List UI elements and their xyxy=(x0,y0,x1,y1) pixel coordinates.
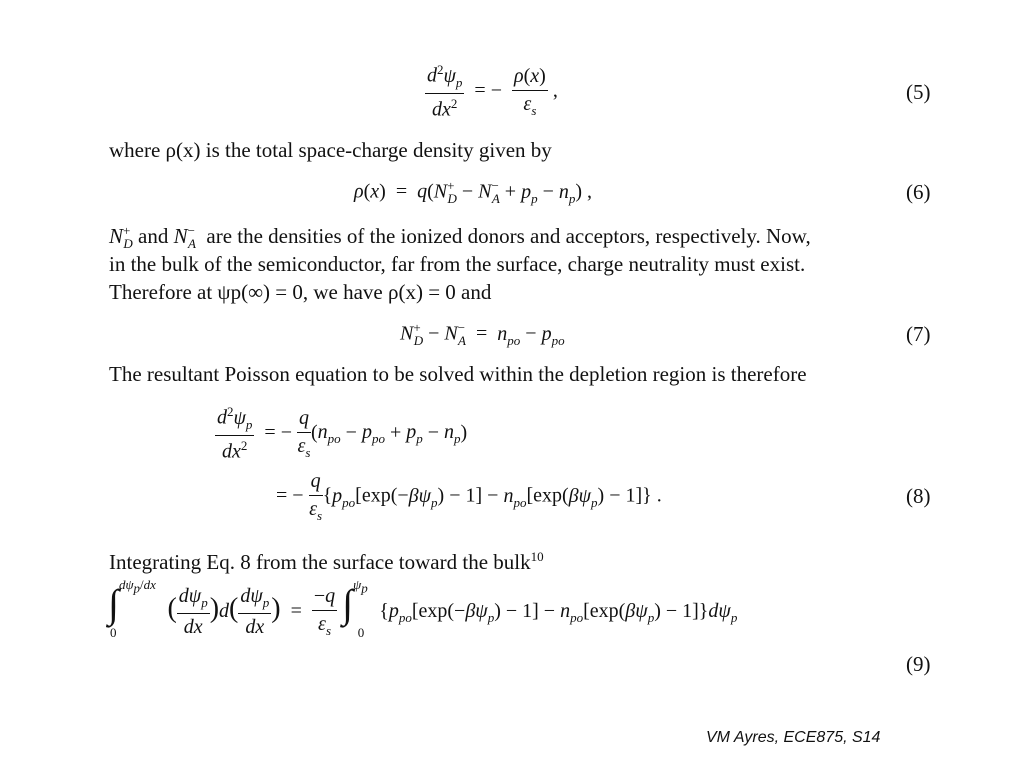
paragraph-ionized-densities-text: are the densities of the ionized donors and acceptors, respectively. Now, xyxy=(206,224,811,248)
paragraph-ionized-densities-line-3: Therefore at ψp(∞) = 0, we have ρ(x) = 0 and xyxy=(109,280,492,304)
equation-number-7: (7) xyxy=(906,322,931,346)
footer-credit: VM Ayres, ECE875, S14 xyxy=(706,729,881,746)
equation-number-6: (6) xyxy=(906,180,931,204)
equation-number-9: (9) xyxy=(906,652,931,676)
paragraph-ionized-densities-line-1: $N^+_D$ and $N^-_A$ are the densities of the ionized donors and acceptors, respectively. Now, xyxy=(109,223,811,252)
equation-5: $\frac{d^2\psi_p}{dx^2}$ = − $\frac{\rho(x)}{\varepsilon_s}$ , xyxy=(427,62,558,121)
paragraph-integrating xyxy=(109,546,544,573)
paragraph-poisson: The resultant Poisson equation to be solved within the depletion region is therefore xyxy=(109,362,807,386)
paragraph-integrating-text: Integrating Eq. 8 from the surface toward the bulk xyxy=(109,550,531,574)
reference-superscript: 10 xyxy=(530,549,544,564)
paragraph-ionized-densities-line-2: in the bulk of the semiconductor, far from the surface, charge neutrality must exist. xyxy=(109,252,806,276)
equation-8-line-1: $\frac{d^2\psi_p}{dx^2}$ = − $\frac{q}{\varepsilon_s}$ $(n_{po} - p_{po} + p_p - n_p)$ xyxy=(217,404,468,463)
equation-7: $N^+_D - N^-_A = n_{po} - p_{po}$ xyxy=(400,320,565,348)
equation-9: ∫$^{d\psi_p/dx}_0$ ( $\frac{d\psi_p}{dx}$ )d( $\frac{d\psi_p}{dx}$ ) = $\frac{-q}{\varepsilon_s}$ ∫$^{\psi_p}_0$ $\{p_{po}[\exp(-\beta\psi_p) - 1] - n_{po}[\exp(\beta\psi_p) - 1]\}d\psi_p$ xyxy=(108,577,738,640)
equation-6: $\rho(x) = q(N^+_D - N^-_A + p_p - n_p)$ , xyxy=(354,178,593,206)
equation-number-5: (5) xyxy=(906,80,931,104)
equation-8-line-2: = − $\frac{q}{\varepsilon_s}$ $\{p_{po}[\exp(-\beta\psi_p) - 1] - n_{po}[\exp(\beta\psi_p) - 1]\}$ . xyxy=(276,470,662,523)
equation-number-8: (8) xyxy=(906,484,931,508)
paragraph-space-charge: where ρ(x) is the total space-charge density given by xyxy=(109,138,552,162)
